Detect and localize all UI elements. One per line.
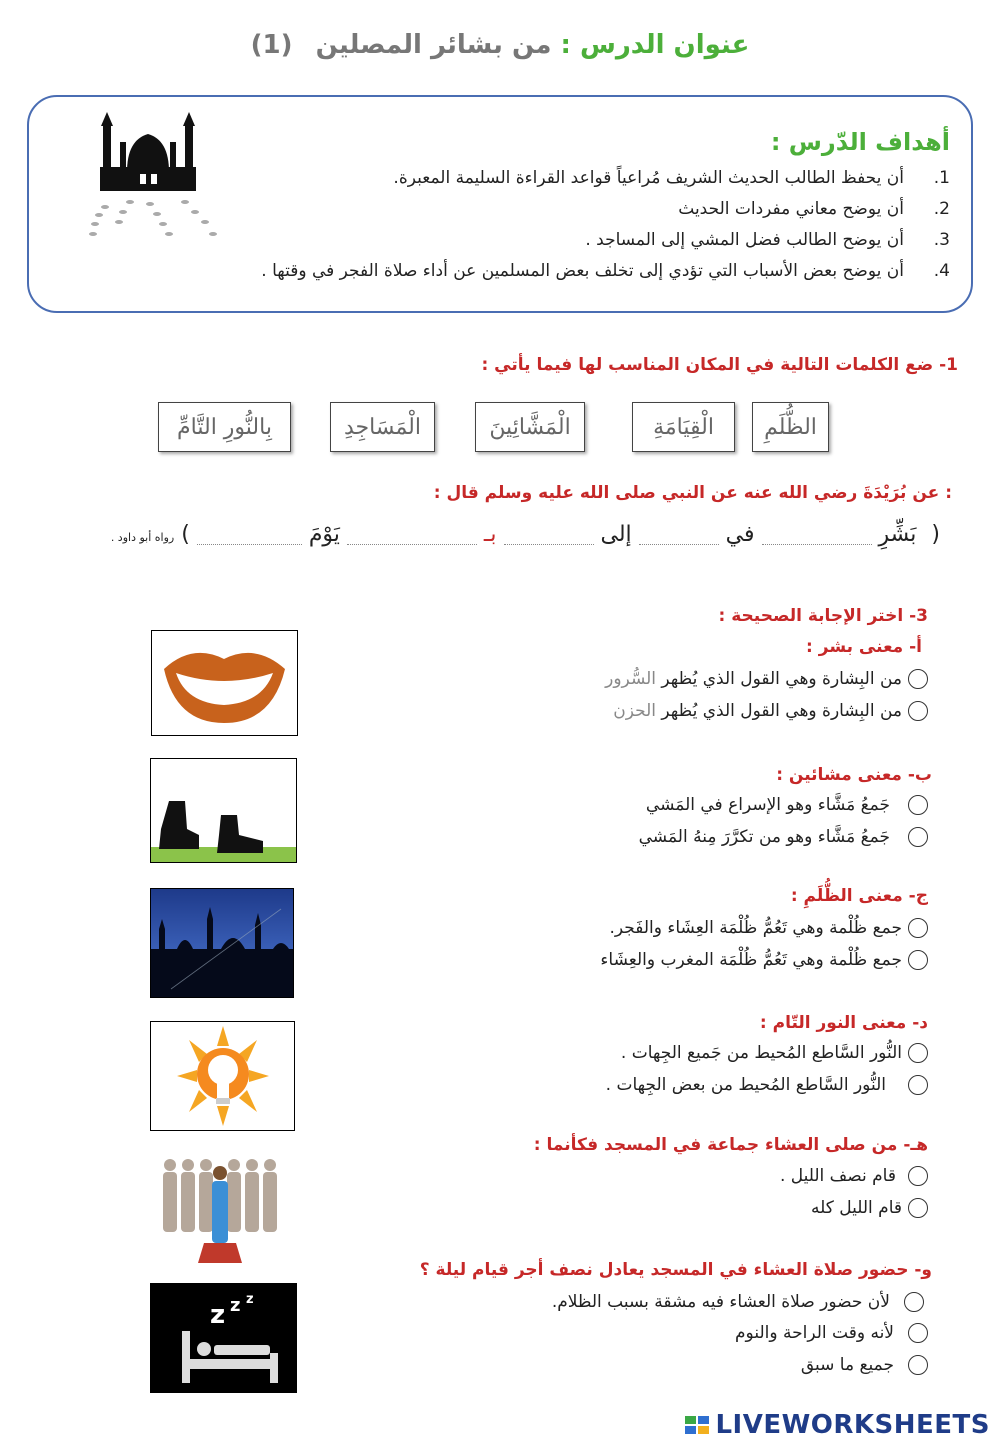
- blank-field[interactable]: [762, 526, 872, 545]
- smiling-lips-icon: [152, 631, 297, 735]
- svg-text:z: z: [210, 1300, 226, 1330]
- word-box[interactable]: الْمَشَّائِينَ: [475, 402, 585, 452]
- radio-button[interactable]: [908, 827, 928, 847]
- goal-item: 3.أن يوضح الطالب فضل المشي إلى المساجد .: [585, 230, 950, 250]
- svg-text:z: z: [246, 1292, 254, 1307]
- radio-button[interactable]: [908, 701, 928, 721]
- part-title: أ- معنى بشر :: [806, 637, 922, 657]
- answer-option[interactable]: من البِشارة وهي القول الذي يُظهر الحزن: [613, 701, 928, 721]
- radio-button[interactable]: [908, 918, 928, 938]
- answer-option[interactable]: لأنه وقت الراحة والنوم: [735, 1323, 928, 1343]
- blank-field[interactable]: [504, 526, 594, 545]
- liveworksheets-logo: LIVEWORKSHEETS: [685, 1410, 990, 1440]
- goals-title: أهداف الدّرس :: [770, 128, 950, 156]
- q3-heading: 3- اختر الإجابة الصحيحة :: [718, 606, 928, 626]
- word-box[interactable]: بِالنُّورِ التَّامِّ: [158, 402, 291, 452]
- part-title: هـ- من صلى العشاء جماعة في المسجد فكأنما :: [533, 1135, 928, 1155]
- answer-option[interactable]: جمع ظُلْمة وهي تَعُمُّ ظُلْمَة المغرب والعِشَاء: [600, 950, 928, 970]
- goal-item: 2.أن يوضح معاني مفردات الحديث: [678, 199, 950, 219]
- q1-heading: 1- ضع الكلمات التالية في المكان المناسب لها فيما يأتي :: [481, 355, 958, 375]
- title-number: (1): [250, 30, 293, 60]
- radio-button[interactable]: [908, 950, 928, 970]
- answer-option[interactable]: جَمعُ مَشَّاء وهو الإسراع في المَشي: [646, 795, 928, 815]
- answer-option[interactable]: قام نصف الليل .: [780, 1166, 928, 1186]
- part-title: ب- معنى مشائين :: [776, 765, 932, 785]
- radio-button[interactable]: [908, 1043, 928, 1063]
- radio-button[interactable]: [908, 1075, 928, 1095]
- answer-option[interactable]: قام الليل كله: [811, 1198, 928, 1218]
- radio-button[interactable]: [908, 1198, 928, 1218]
- brand-icon: [685, 1414, 711, 1436]
- part-title: د- معنى النور التّام :: [759, 1013, 928, 1033]
- radio-button[interactable]: [908, 1166, 928, 1186]
- radio-button[interactable]: [908, 1355, 928, 1375]
- blank-field[interactable]: [197, 526, 302, 545]
- part-title: و- حضور صلاة العشاء في المسجد يعادل نصف أجر قيام ليلة ؟: [419, 1260, 932, 1280]
- blank-field[interactable]: [639, 526, 719, 545]
- answer-option[interactable]: جَمعُ مَشَّاء وهو من تكرَّرَ مِنهُ المَشي: [639, 827, 928, 847]
- page-title: [0, 30, 1000, 60]
- title-text: من بشائر المصلين: [315, 30, 552, 60]
- sleep-image: [150, 1283, 297, 1393]
- hadith-intro: : عن بُرَيْدَةَ رضي الله عنه عن النبي صلى الله عليه وسلم قال :: [433, 483, 952, 503]
- svg-text:z: z: [230, 1295, 241, 1316]
- lips-image: [151, 630, 298, 736]
- sleeping-bed-icon: [150, 1283, 297, 1393]
- title-label: عنوان الدرس :: [560, 30, 750, 60]
- radio-button[interactable]: [908, 669, 928, 689]
- part-title: ج- معنى الظُّلَمِ :: [790, 886, 928, 906]
- praying-people-icon: [158, 1155, 282, 1265]
- boots-image: [150, 758, 297, 863]
- blank-field[interactable]: [347, 526, 477, 545]
- word-box[interactable]: الْقِيَامَةِ: [632, 402, 735, 452]
- radio-button[interactable]: [908, 795, 928, 815]
- word-box[interactable]: الظُّلَمِ: [752, 402, 829, 452]
- walking-boots-icon: [151, 759, 296, 862]
- radio-button[interactable]: [904, 1292, 924, 1312]
- word-box[interactable]: الْمَسَاجِدِ: [330, 402, 435, 452]
- bulb-image: [150, 1021, 295, 1131]
- answer-option[interactable]: النُّور السَّاطع المُحيط من بعض الجِهات .: [606, 1075, 928, 1095]
- night-mosque-image: [150, 888, 294, 998]
- answer-option[interactable]: جميع ما سبق: [801, 1355, 928, 1375]
- radio-button[interactable]: [908, 1323, 928, 1343]
- mosque-footsteps-icon: [85, 112, 225, 247]
- goal-item: 4.أن يوضح بعض الأسباب التي تؤدي إلى تخلف بعض المسلمين عن أداء صلاة الفجر في وقتها .: [261, 261, 950, 281]
- answer-option[interactable]: من البِشارة وهي القول الذي يُظهر السُّرور: [605, 669, 928, 689]
- hadith-sentence: ( بَشِّرِ في إلى بـ يَوْمَ ) رواه أبو داود .: [110, 522, 940, 547]
- goal-item: 1.أن يحفظ الطالب الحديث الشريف مُراعياً قواعد القراءة السليمة المعبرة.: [393, 168, 950, 188]
- answer-option[interactable]: جمع ظُلْمة وهي تَعُمُّ ظُلْمَة العِشَاء والفَجر.: [609, 918, 928, 938]
- light-bulb-icon: [151, 1022, 294, 1130]
- answer-option[interactable]: لأن حضور صلاة العشاء فيه مشقة بسبب الظلام.: [552, 1292, 924, 1312]
- prayer-congregation-image: [158, 1155, 282, 1265]
- night-skyline-icon: [151, 889, 293, 997]
- answer-option[interactable]: النُّور السَّاطع المُحيط من جَميع الجِهات .: [621, 1043, 928, 1063]
